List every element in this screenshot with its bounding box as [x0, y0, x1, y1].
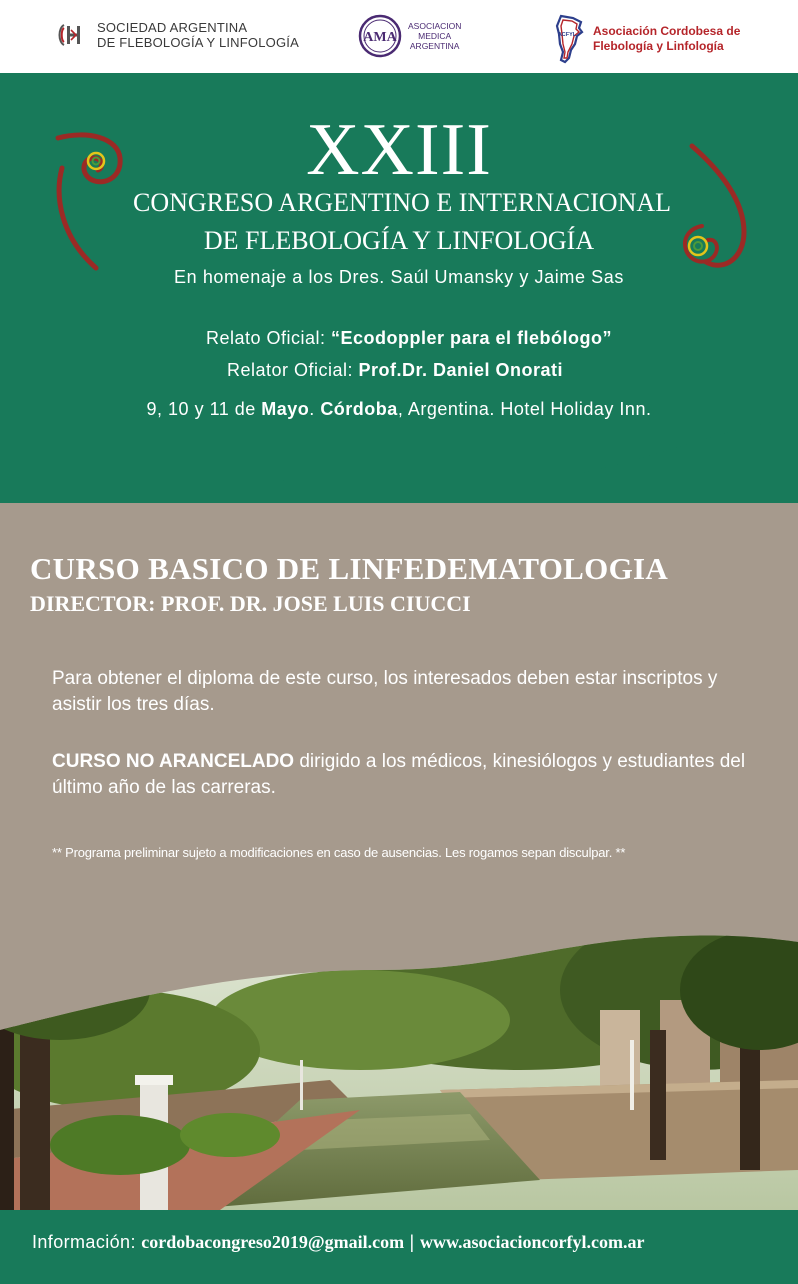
- congress-title-line2: DE FLEBOLOGÍA Y LINFOLOGÍA: [203, 226, 595, 255]
- footer-contact: Información: cordobacongreso2019@gmail.com | www.asociacioncorfyl.com.ar: [32, 1232, 645, 1252]
- header-bar: [0, 0, 798, 73]
- website-link[interactable]: www.asociacioncorfyl.com.ar: [420, 1232, 645, 1252]
- course-paragraph-diploma: Para obtener el diploma de este curso, los interesados deben estar inscriptos y asistir los tres días.: [52, 668, 718, 715]
- acfyl-name: Asociación Cordobesa de Flebología y Linfología: [593, 24, 741, 53]
- acfyl-logo: [551, 14, 740, 64]
- cordoba-river-photo: [0, 930, 798, 1210]
- event-date-location: 9, 10 y 11 de Mayo. Córdoba, Argentina. Hotel Holiday Inn.: [146, 399, 652, 419]
- contact-email-link[interactable]: cordobacongreso2019@gmail.com: [141, 1232, 405, 1252]
- ama-name: ASOCIACION MEDICA ARGENTINA: [408, 21, 462, 51]
- relator-oficial: Relator Oficial: Prof.Dr. Daniel Onorati: [226, 360, 564, 380]
- svg-text:ACFYL: ACFYL: [557, 32, 577, 38]
- course-paragraph-free: CURSO NO ARANCELADO dirigido a los médicos, kinesiólogos y estudiantes del último año de las carreras.: [52, 751, 746, 798]
- edition-number: XXIII: [306, 109, 492, 191]
- svg-text:AMA: AMA: [363, 30, 397, 45]
- homenaje-text: En homenaje a los Dres. Saúl Umansky y Jaime Sas: [174, 267, 624, 287]
- ama-logo-icon: [358, 14, 402, 58]
- relato-oficial: Relato Oficial: “Ecodoppler para el flebólogo”: [205, 328, 613, 348]
- congress-title-line1: CONGRESO ARGENTINO E INTERNACIONAL: [132, 188, 672, 217]
- preliminary-note: ** Programa preliminar sujeto a modificaciones en caso de ausencias. Les rogamos sepan disculpar. **: [52, 845, 626, 860]
- safyl-logo: [55, 20, 299, 50]
- footer-bar: [0, 1210, 798, 1284]
- argentina-map-icon: [551, 14, 585, 64]
- course-title: CURSO BASICO DE LINFEDEMATOLOGIA: [30, 551, 669, 586]
- safyl-name: SOCIEDAD ARGENTINA DE FLEBOLOGÍA Y LINFOLOGÍA: [97, 20, 299, 50]
- safyl-logo-icon: [55, 20, 89, 50]
- ama-logo: [358, 14, 461, 58]
- hero-wave: [0, 400, 798, 540]
- course-director: DIRECTOR: PROF. DR. JOSE LUIS CIUCCI: [30, 591, 471, 616]
